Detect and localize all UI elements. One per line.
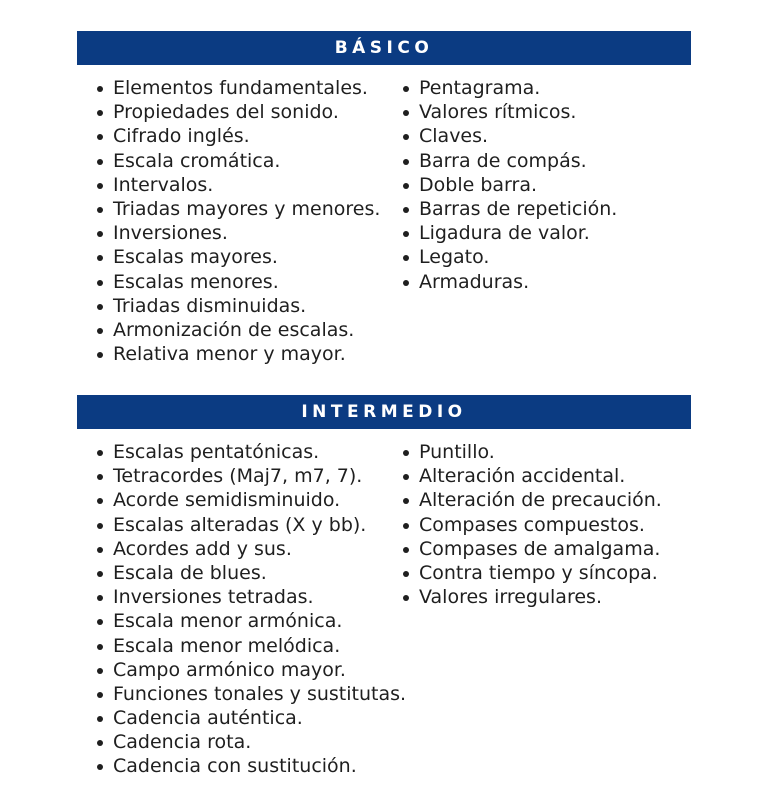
list-item: Escalas pentatónicas. bbox=[94, 440, 406, 464]
list-item: Ligadura de valor. bbox=[400, 221, 617, 245]
section-title-basico: BÁSICO bbox=[77, 31, 691, 65]
list-item: Propiedades del sonido. bbox=[94, 100, 380, 124]
list-item: Escala menor melódica. bbox=[94, 634, 406, 658]
list-item: Elementos fundamentales. bbox=[94, 76, 380, 100]
list-intermedio-left bbox=[94, 440, 406, 779]
list-item: Puntillo. bbox=[400, 440, 662, 464]
list-item: Alteración de precaución. bbox=[400, 488, 662, 512]
list-item: Claves. bbox=[400, 124, 617, 148]
list-item: Escala de blues. bbox=[94, 561, 406, 585]
list-item: Pentagrama. bbox=[400, 76, 617, 100]
list-item: Inversiones. bbox=[94, 221, 380, 245]
list-item: Inversiones tetradas. bbox=[94, 585, 406, 609]
list-item: Valores rítmicos. bbox=[400, 100, 617, 124]
list-item: Intervalos. bbox=[94, 173, 380, 197]
list-item: Escalas alteradas (X y bb). bbox=[94, 513, 406, 537]
list-item: Escalas mayores. bbox=[94, 245, 380, 269]
list-item: Tetracordes (Maj7, m7, 7). bbox=[94, 464, 406, 488]
list-item: Cadencia rota. bbox=[94, 730, 406, 754]
list-item: Campo armónico mayor. bbox=[94, 658, 406, 682]
list-intermedio-right bbox=[400, 440, 662, 609]
list-item: Triadas mayores y menores. bbox=[94, 197, 380, 221]
list-item: Barras de repetición. bbox=[400, 197, 617, 221]
list-item: Escalas menores. bbox=[94, 270, 380, 294]
list-item: Armonización de escalas. bbox=[94, 318, 380, 342]
list-basico-left bbox=[94, 76, 380, 366]
list-item: Relativa menor y mayor. bbox=[94, 342, 380, 366]
list-item: Cifrado inglés. bbox=[94, 124, 380, 148]
list-item: Cadencia con sustitución. bbox=[94, 754, 406, 778]
list-item: Barra de compás. bbox=[400, 149, 617, 173]
list-basico-right bbox=[400, 76, 617, 294]
list-item: Escala menor armónica. bbox=[94, 609, 406, 633]
list-item: Compases compuestos. bbox=[400, 513, 662, 537]
list-item: Escala cromática. bbox=[94, 149, 380, 173]
list-item: Triadas disminuidas. bbox=[94, 294, 380, 318]
list-item: Armaduras. bbox=[400, 270, 617, 294]
list-item: Acorde semidisminuido. bbox=[94, 488, 406, 512]
list-item: Compases de amalgama. bbox=[400, 537, 662, 561]
list-item: Cadencia auténtica. bbox=[94, 706, 406, 730]
list-item: Funciones tonales y sustitutas. bbox=[94, 682, 406, 706]
list-item: Contra tiempo y síncopa. bbox=[400, 561, 662, 585]
list-item: Doble barra. bbox=[400, 173, 617, 197]
list-item: Legato. bbox=[400, 245, 617, 269]
list-item: Acordes add y sus. bbox=[94, 537, 406, 561]
list-item: Alteración accidental. bbox=[400, 464, 662, 488]
section-title-intermedio: INTERMEDIO bbox=[77, 395, 691, 429]
list-item: Valores irregulares. bbox=[400, 585, 662, 609]
